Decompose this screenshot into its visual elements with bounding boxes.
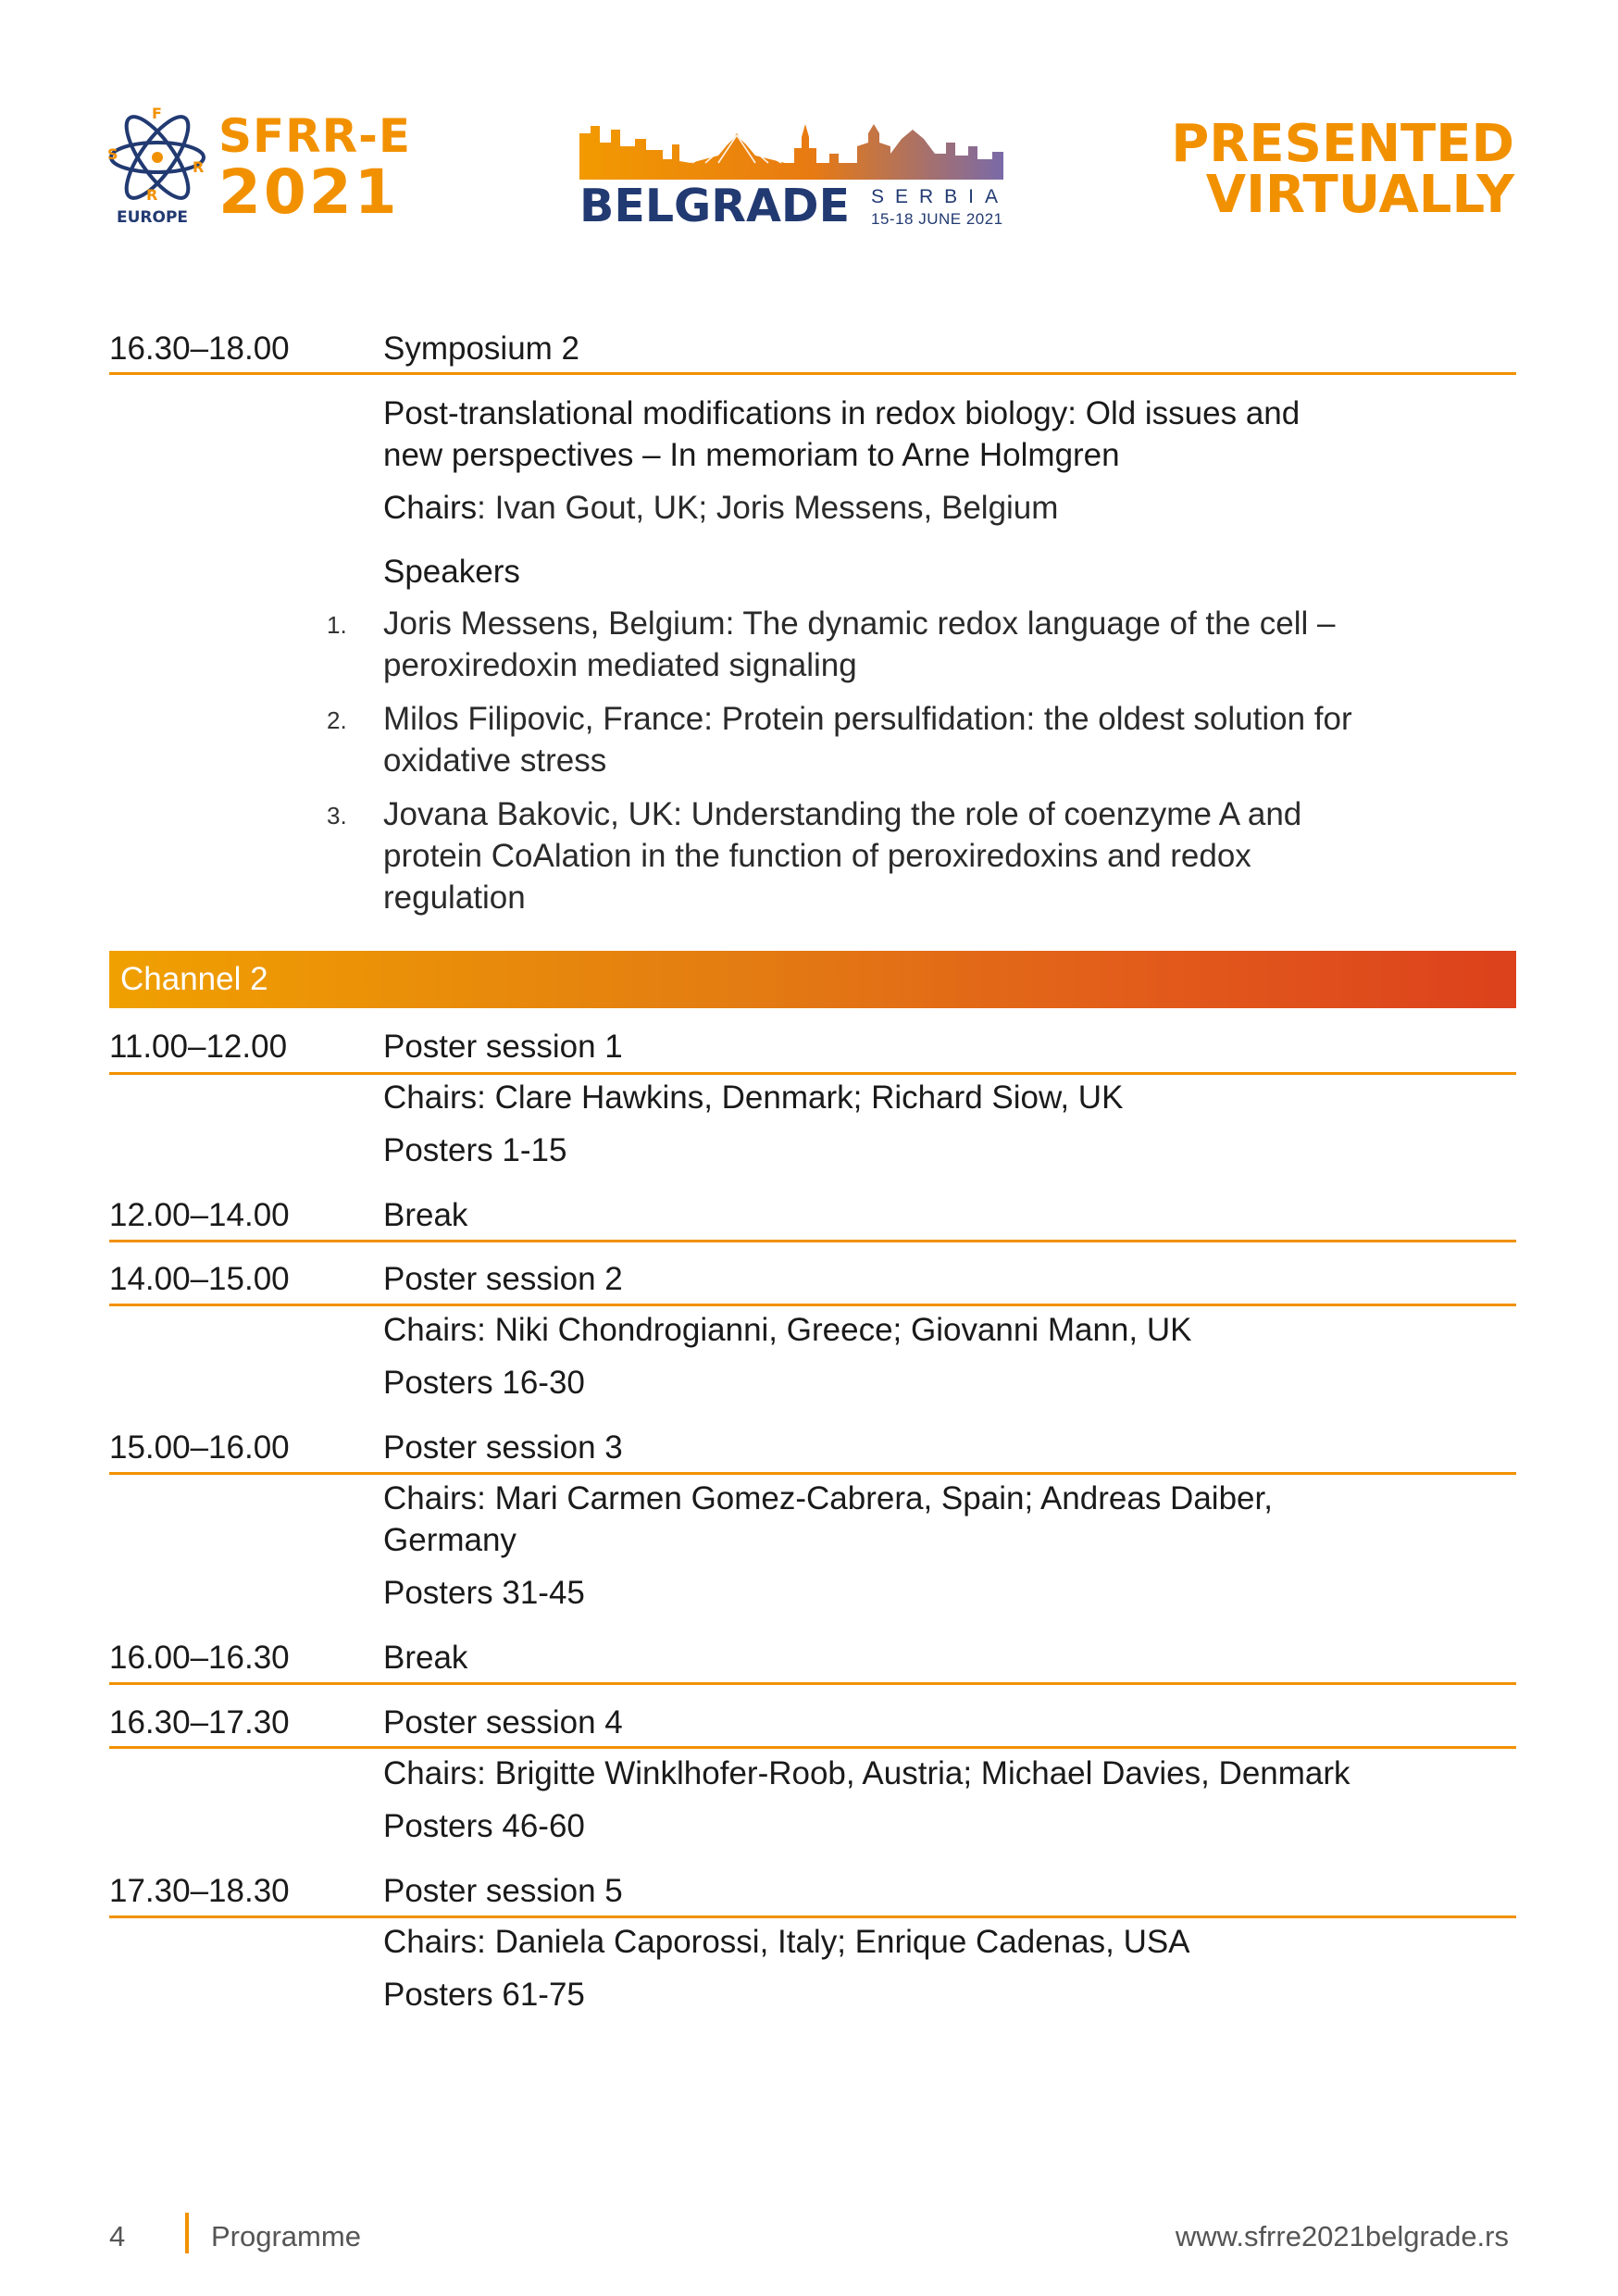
speaker-line: protein CoAlation in the function of peroxiredoxins and redox — [383, 838, 1251, 874]
divider — [109, 1915, 1516, 1918]
chairs-names: : Ivan Gout, UK; Joris Messens, Belgium — [477, 490, 1059, 526]
channel-header-bar — [109, 951, 1516, 1008]
city-name: BELGRADE — [579, 180, 851, 232]
session-time: 17.30–18.30 — [109, 1873, 290, 1909]
chairs-label: Chairs — [383, 490, 478, 526]
session-time: 15.00–16.00 — [109, 1429, 290, 1466]
page-number: 4 — [109, 2220, 126, 2252]
speaker-line: Jovana Bakovic, UK: Understanding the role of coenzyme A and — [383, 796, 1302, 832]
speakers-heading: Speakers — [383, 554, 520, 590]
session-chairs: Chairs: Daniela Caporossi, Italy; Enrique Cadenas, USA — [383, 1924, 1190, 1960]
session-time: 12.00–14.00 — [109, 1197, 290, 1233]
virtually-label: VIRTUALLY — [1205, 165, 1514, 225]
speaker-number: 1. — [327, 611, 347, 639]
session-posters: Posters 61-75 — [383, 1977, 585, 2013]
sfrr-europe-logo — [104, 104, 213, 226]
divider — [109, 1746, 1516, 1749]
session-chairs: Chairs: Mari Carmen Gomez-Cabrera, Spain; Andreas Daiber, — [383, 1480, 1273, 1516]
channel-label: Channel 2 — [120, 961, 268, 997]
session-time: 11.00–12.00 — [109, 1029, 288, 1065]
session-title: Break — [383, 1197, 468, 1233]
logo-letter-f: F — [152, 105, 162, 122]
country-name: SERBIA — [871, 186, 1010, 207]
footer-divider — [185, 2213, 189, 2253]
logo-letter-s: S — [107, 145, 118, 163]
session-posters: Posters 46-60 — [383, 1808, 585, 1844]
session-title: Poster session 2 — [383, 1261, 623, 1297]
divider — [109, 1304, 1516, 1306]
session-time: 16.00–16.30 — [109, 1640, 290, 1676]
session-time: 16.30–17.30 — [109, 1704, 290, 1741]
session-chairs: Chairs: Niki Chondrogianni, Greece; Giovanni Mann, UK — [383, 1312, 1192, 1348]
presented-label: PRESENTED — [1171, 114, 1514, 174]
logo-letter-r2: R — [146, 186, 158, 204]
session-title: Poster session 1 — [383, 1029, 623, 1065]
session-posters: Posters 31-45 — [383, 1575, 585, 1611]
footer-website-link[interactable]: www.sfrre2021belgrade.rs — [1175, 2220, 1509, 2252]
speaker-line: Joris Messens, Belgium: The dynamic redox language of the cell – — [383, 605, 1336, 642]
divider — [109, 1472, 1516, 1475]
conference-dates: 15-18 JUNE 2021 — [871, 210, 1003, 228]
speaker-number: 3. — [327, 802, 347, 830]
session-time: 14.00–15.00 — [109, 1261, 290, 1297]
session-chairs: Chairs: Brigitte Winklhofer-Roob, Austria; Michael Davies, Denmark — [383, 1755, 1350, 1791]
logo-europe-label: EUROPE — [117, 208, 189, 226]
session-title: Break — [383, 1640, 468, 1676]
divider — [109, 372, 1516, 375]
logo-letter-r1: R — [193, 158, 205, 176]
session-title: Symposium 2 — [383, 331, 580, 367]
session-posters: Posters 1-15 — [383, 1132, 567, 1168]
speaker-number: 2. — [327, 706, 347, 734]
speaker-line: peroxiredoxin mediated signaling — [383, 647, 857, 683]
conference-name: SFRR-E — [218, 109, 412, 163]
session-chairs: Germany — [383, 1522, 517, 1558]
symposium-chairs — [383, 487, 1485, 529]
footer-section-name: Programme — [211, 2220, 361, 2252]
speaker-line: regulation — [383, 880, 526, 916]
divider — [109, 1682, 1516, 1685]
speaker-line: Milos Filipovic, France: Protein persulfidation: the oldest solution for — [383, 701, 1352, 737]
divider — [109, 1240, 1516, 1242]
session-chairs: Chairs: Clare Hawkins, Denmark; Richard Siow, UK — [383, 1079, 1124, 1116]
session-time: 16.30–18.00 — [109, 331, 290, 367]
session-posters: Posters 16-30 — [383, 1365, 585, 1401]
session-title: Poster session 3 — [383, 1429, 623, 1466]
conference-year: 2021 — [218, 156, 400, 228]
divider — [109, 1072, 1516, 1075]
symposium-title-line: new perspectives – In memoriam to Arne Holmgren — [383, 437, 1120, 473]
symposium-title-line: Post-translational modifications in redox biology: Old issues and — [383, 395, 1301, 431]
session-title: Poster session 4 — [383, 1704, 623, 1741]
session-title: Poster session 5 — [383, 1873, 623, 1909]
speaker-line: oxidative stress — [383, 742, 607, 779]
